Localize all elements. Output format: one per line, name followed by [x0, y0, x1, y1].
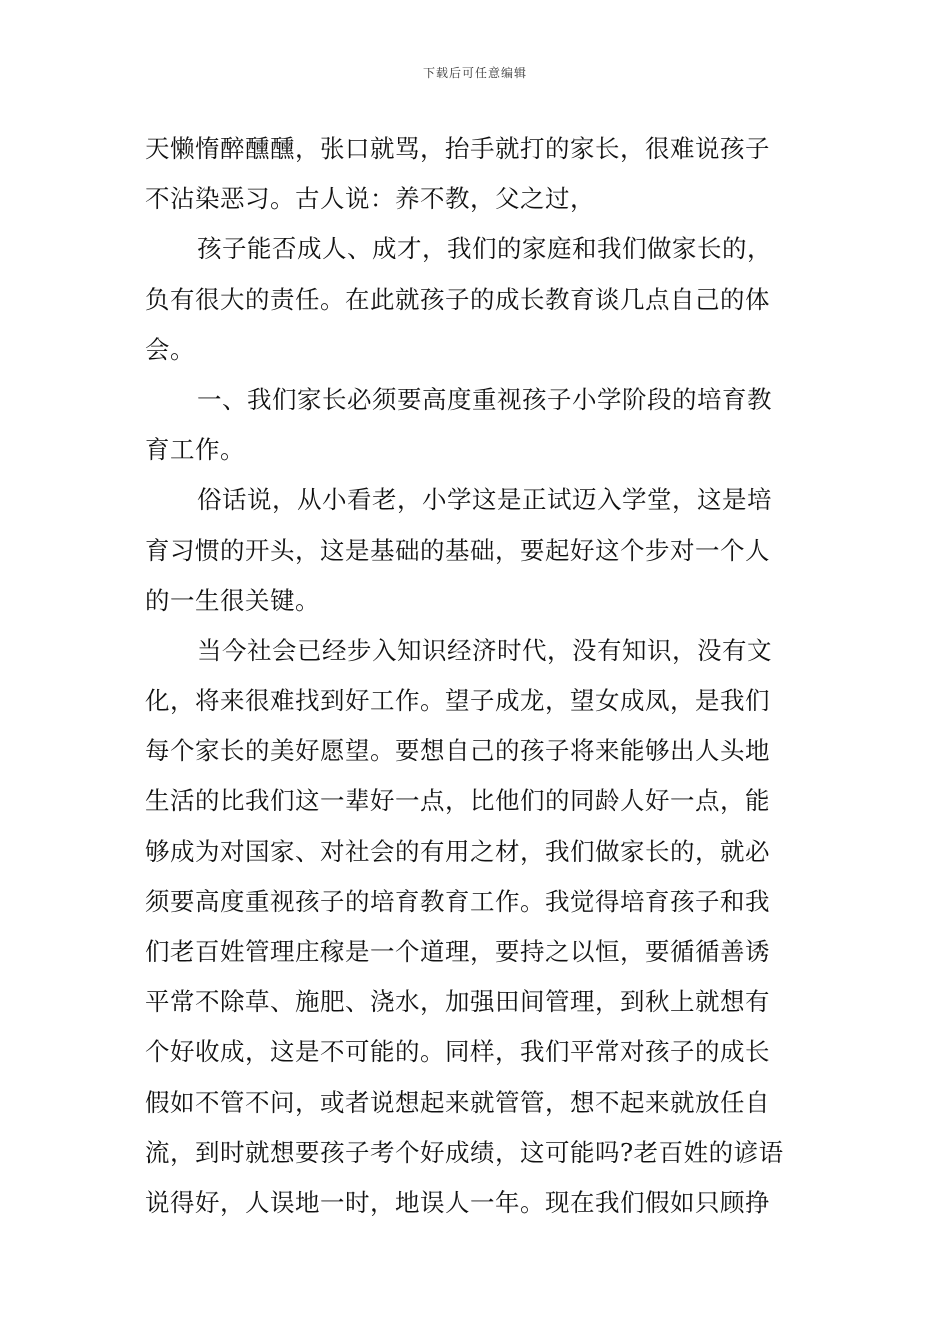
text-line: 们老百姓管理庄稼是一个道理，要持之以恒，要循循善诱 [145, 937, 770, 966]
text-line: 一、我们家长必须要高度重视孩子小学阶段的培育教 [197, 384, 772, 414]
text-line: 负有很大的责任。在此就孩子的成长教育谈几点自己的体 [145, 284, 770, 314]
text-line: 育习惯的开头，这是基础的基础，要起好这个步对一个人 [145, 535, 770, 565]
text-line: 会。 [145, 334, 195, 364]
text-line: 孩子能否成人、成才，我们的家庭和我们做家长的， [197, 234, 772, 264]
text-line: 流，到时就想要孩子考个好成绩，这可能吗?老百姓的谚语 [145, 1137, 784, 1167]
text-line: 的一生很关键。 [145, 585, 320, 615]
document-body [145, 124, 810, 1228]
text-line: 说得好，人误地一时，地误人一年。现在我们假如只顾挣 [145, 1187, 770, 1217]
text-line: 个好收成，这是不可能的。同样，我们平常对孩子的成长 [145, 1037, 770, 1067]
text-line: 须要高度重视孩子的培育教育工作。我觉得培育孩子和我 [145, 886, 770, 916]
text-line: 够成为对国家、对社会的有用之材，我们做家长的，就必 [145, 836, 770, 866]
text-line: 当今社会已经步入知识经济时代，没有知识，没有文 [197, 635, 772, 665]
text-line: 育工作。 [145, 435, 245, 465]
text-line: 天懒惰醉醺醺，张口就骂，抬手就打的家长，很难说孩子 [145, 134, 770, 163]
text-line: 生活的比我们这一辈好一点，比他们的同龄人好一点，能 [145, 786, 770, 816]
text-line: 每个家长的美好愿望。要想自己的孩子将来能够出人头地 [145, 736, 770, 766]
text-line: 化，将来很难找到好工作。望子成龙，望女成凤，是我们 [145, 686, 770, 716]
text-line: 不沾染恶习。古人说：养不教，父之过， [145, 184, 595, 214]
page-header: 下载后可任意编辑 [422, 66, 527, 80]
text-line: 假如不管不问，或者说想起来就管管，想不起来就放任自 [145, 1087, 770, 1117]
text-line: 平常不除草、施肥、浇水，加强田间管理，到秋上就想有 [145, 987, 770, 1017]
text-line: 俗话说，从小看老，小学这是正试迈入学堂，这是培 [197, 485, 772, 515]
